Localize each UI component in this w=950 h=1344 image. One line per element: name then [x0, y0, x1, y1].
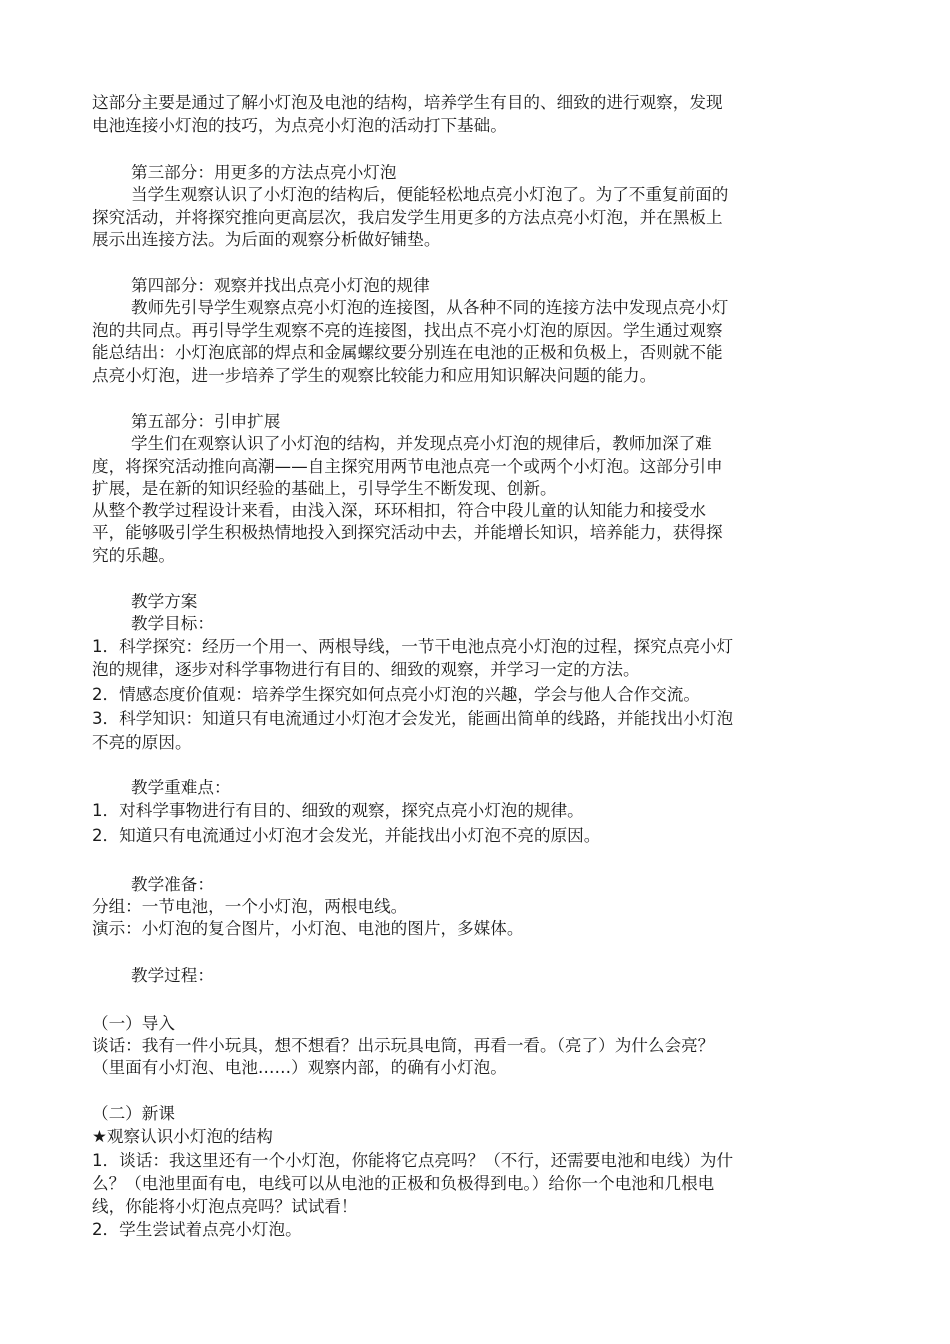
text-line: 演示：小灯泡的复合图片，小灯泡、电池的图片，多媒体。: [92, 919, 524, 938]
section-heading: （二）新课: [92, 1104, 175, 1123]
text-line: 么？（电池里面有电，电线可以从电池的正极和负极得到电。）给你一个电池和几根电: [92, 1174, 715, 1193]
text-line: 从整个教学过程设计来看，由浅入深，环环相扣，符合中段儿童的认知能力和接受水: [92, 501, 706, 520]
text-line: 泡的规律，逐步对科学事物进行有目的、细致的观察，并学习一定的方法。: [92, 660, 640, 679]
text-line: 线，你能将小灯泡点亮吗？试试看！: [92, 1197, 358, 1216]
text-line: 能总结出：小灯泡底部的焊点和金属螺纹要分别连在电池的正极和负极上，否则就不能: [92, 343, 723, 362]
section-heading: （一）导入: [92, 1014, 175, 1033]
list-item: 1．科学探究：经历一个用一、两根导线，一节干电池点亮小灯泡的过程，探究点亮小灯: [92, 637, 734, 656]
text-line: 谈话：我有一件小玩具，想不想看？出示玩具电筒，再看一看。（亮了）为什么会亮？: [92, 1036, 715, 1055]
section-heading: 第四部分：观察并找出点亮小灯泡的规律: [131, 276, 430, 295]
text-line: 不亮的原因。: [92, 733, 192, 752]
text-line: 平，能够吸引学生积极热情地投入到探究活动中去，并能增长知识，培养能力，获得探: [92, 523, 723, 542]
section-heading: 教学过程：: [131, 966, 214, 985]
section-heading: 教学方案: [131, 592, 198, 611]
text-line: 学生们在观察认识了小灯泡的结构，并发现点亮小灯泡的规律后，教师加深了难: [131, 434, 712, 453]
text-line: 扩展，是在新的知识经验的基础上，引导学生不断发现、创新。: [92, 479, 557, 498]
section-heading: 第五部分：引申扩展: [131, 412, 281, 431]
list-item: 2．学生尝试着点亮小灯泡。: [92, 1220, 302, 1239]
text-line: （里面有小灯泡、电池……）观察内部，的确有小灯泡。: [92, 1058, 507, 1077]
list-item: 2．知道只有电流通过小灯泡才会发光，并能找出小灯泡不亮的原因。: [92, 826, 601, 845]
text-line: 教师先引导学生观察点亮小灯泡的连接图，从各种不同的连接方法中发现点亮小灯: [131, 298, 729, 317]
list-item: 1．对科学事物进行有目的、细致的观察，探究点亮小灯泡的规律。: [92, 801, 584, 820]
text-line: 究的乐趣。: [92, 546, 175, 565]
section-heading: 第三部分：用更多的方法点亮小灯泡: [131, 163, 397, 182]
section-heading: 教学重难点：: [131, 778, 231, 797]
text-line: 泡的共同点。再引导学生观察不亮的连接图，找出点不亮小灯泡的原因。学生通过观察: [92, 321, 723, 340]
text-line: 当学生观察认识了小灯泡的结构后，便能轻松地点亮小灯泡了。为了不重复前面的: [131, 185, 729, 204]
text-line: 分组：一节电池，一个小灯泡，两根电线。: [92, 897, 408, 916]
list-item: 2．情感态度价值观：培养学生探究如何点亮小灯泡的兴趣，学会与他人合作交流。: [92, 685, 700, 704]
text-line: 点亮小灯泡，进一步培养了学生的观察比较能力和应用知识解决问题的能力。: [92, 366, 657, 385]
text-line: 探究活动，并将探究推向更高层次，我启发学生用更多的方法点亮小灯泡，并在黑板上: [92, 208, 723, 227]
section-heading: 教学目标：: [131, 614, 214, 633]
text-line: 这部分主要是通过了解小灯泡及电池的结构，培养学生有目的、细致的进行观察，发现: [92, 93, 723, 112]
section-heading: 教学准备：: [131, 875, 214, 894]
list-item: 3．科学知识：知道只有电流通过小灯泡才会发光，能画出简单的线路，并能找出小灯泡: [92, 709, 734, 728]
text-line: 电池连接小灯泡的技巧，为点亮小灯泡的活动打下基础。: [92, 116, 507, 135]
text-line: 展示出连接方法。为后面的观察分析做好铺垫。: [92, 230, 441, 249]
list-item: 1．谈话：我这里还有一个小灯泡，你能将它点亮吗？（不行，还需要电池和电线）为什: [92, 1151, 734, 1170]
text-line: 度，将探究活动推向高潮——自主探究用两节电池点亮一个或两个小灯泡。这部分引申: [92, 457, 723, 476]
sub-heading: ★观察认识小灯泡的结构: [92, 1127, 273, 1146]
